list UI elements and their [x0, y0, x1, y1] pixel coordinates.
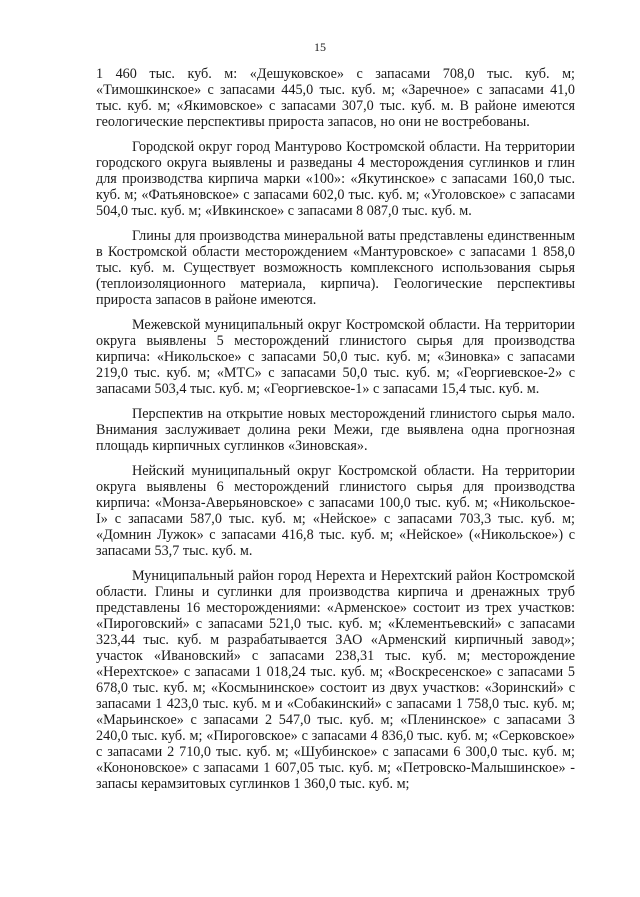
paragraph-mezhevskoy-district: Межевской муниципальный округ Костромской области. На территории округа выявлены 5 месторождений глинистого сырья для производства кирпича: «Никольское» с запасами 50,0 тыс. куб. м; «Зиновка» с запасами 219,0 тыс. куб. м; «МТС» с запасами 50,0 тыс. куб. м; «Георгиевское-2» с запасами 503,4 тыс. куб. м; «Георгиевское-1» с запасами 15,4 тыс. куб. м.	[96, 317, 575, 397]
page-number: 15	[314, 40, 326, 54]
paragraph-mezha-prospects: Перспектив на открытие новых месторождений глинистого сырья мало. Внимания заслуживает долина реки Межи, где выявлена одна прогнозная площадь кирпичных суглинков «Зиновская».	[96, 406, 575, 454]
paragraph-neysky-district: Нейский муниципальный округ Костромской области. На территории округа выявлены 6 месторождений глинистого сырья для производства кирпича: «Монза-Аверьяновское» с запасами 100,0 тыс. куб. м; «Никольское-I» с запасами 587,0 тыс. куб. м; «Нейское» с запасами 703,3 тыс. куб. м; «Домнин Лужок» с запасами 416,8 тыс. куб. м; «Нейское» («Никольское») с запасами 53,7 тыс. куб. м.	[96, 463, 575, 559]
paragraph-manturovo-district: Городской округ город Мантурово Костромской области. На территории городского округа выявлены и разведаны 4 месторождения суглинков и глин для производства кирпича марки «100»: «Якутинское» с запасами 160,0 тыс. куб. м; «Фатьяновское» с запасами 602,0 тыс. куб. м; «Уголовское» с запасами 504,0 тыс. куб. м; «Ивкинское» с запасами 8 087,0 тыс. куб. м.	[96, 139, 575, 219]
paragraph-previous-district-continued: 1 460 тыс. куб. м: «Дешуковское» с запасами 708,0 тыс. куб. м; «Тимошкинское» с запасами 445,0 тыс. куб. м; «Заречное» с запасами 41,0 тыс. куб. м; «Якимовское» с запасами 307,0 тыс. куб. м. В районе имеются геологические перспективы прироста запасов, но они не востребованы.	[96, 66, 575, 130]
paragraph-nerekhta-district: Муниципальный район город Нерехта и Нерехтский район Костромской области. Глины и суглинки для производства кирпича и дренажных труб представлены 16 месторождениями: «Арменское» состоит из трех участков: «Пироговский» с запасами 521,0 тыс. куб. м; «Клементьевский» с запасами 323,44 тыс. куб. м разрабатывается ЗАО «Арменский кирпичный завод»; участок «Ивановский» с запасами 238,31 тыс. куб. м; месторождение «Нерехтское» с запасами 1 018,24 тыс. куб. м; «Воскресенское» с запасами 5 678,0 тыс. куб. м; «Космынинское» состоит из двух участков: «Зоринский» с запасами 1 423,0 тыс. куб. м и «Собакинский» с запасами 1 758,0 тыс. куб. м; «Марьинское» с запасами 2 547,0 тыс. куб. м; «Пленинское» с запасами 3 240,0 тыс. куб. м; «Пироговское» с запасами 4 836,0 тыс. куб. м; «Серковское» с запасами 2 710,0 тыс. куб. м; «Шубинское» с запасами 6 300,0 тыс. куб. м; «Кононовское» с запасами 1 607,05 тыс. куб. м; «Петровско-Малышинское» - запасы керамзитовых суглинков 1 360,0 тыс. куб. м;	[96, 568, 575, 792]
paragraph-mineral-wool-clays: Глины для производства минеральной ваты представлены единственным в Костромской области месторождением «Мантуровское» с запасами 1 858,0 тыс. куб. м. Существует возможность комплексного использования сырья (теплоизоляционного материала, кирпича). Геологические перспективы прироста запасов в районе имеются.	[96, 228, 575, 308]
document-body	[96, 66, 575, 792]
